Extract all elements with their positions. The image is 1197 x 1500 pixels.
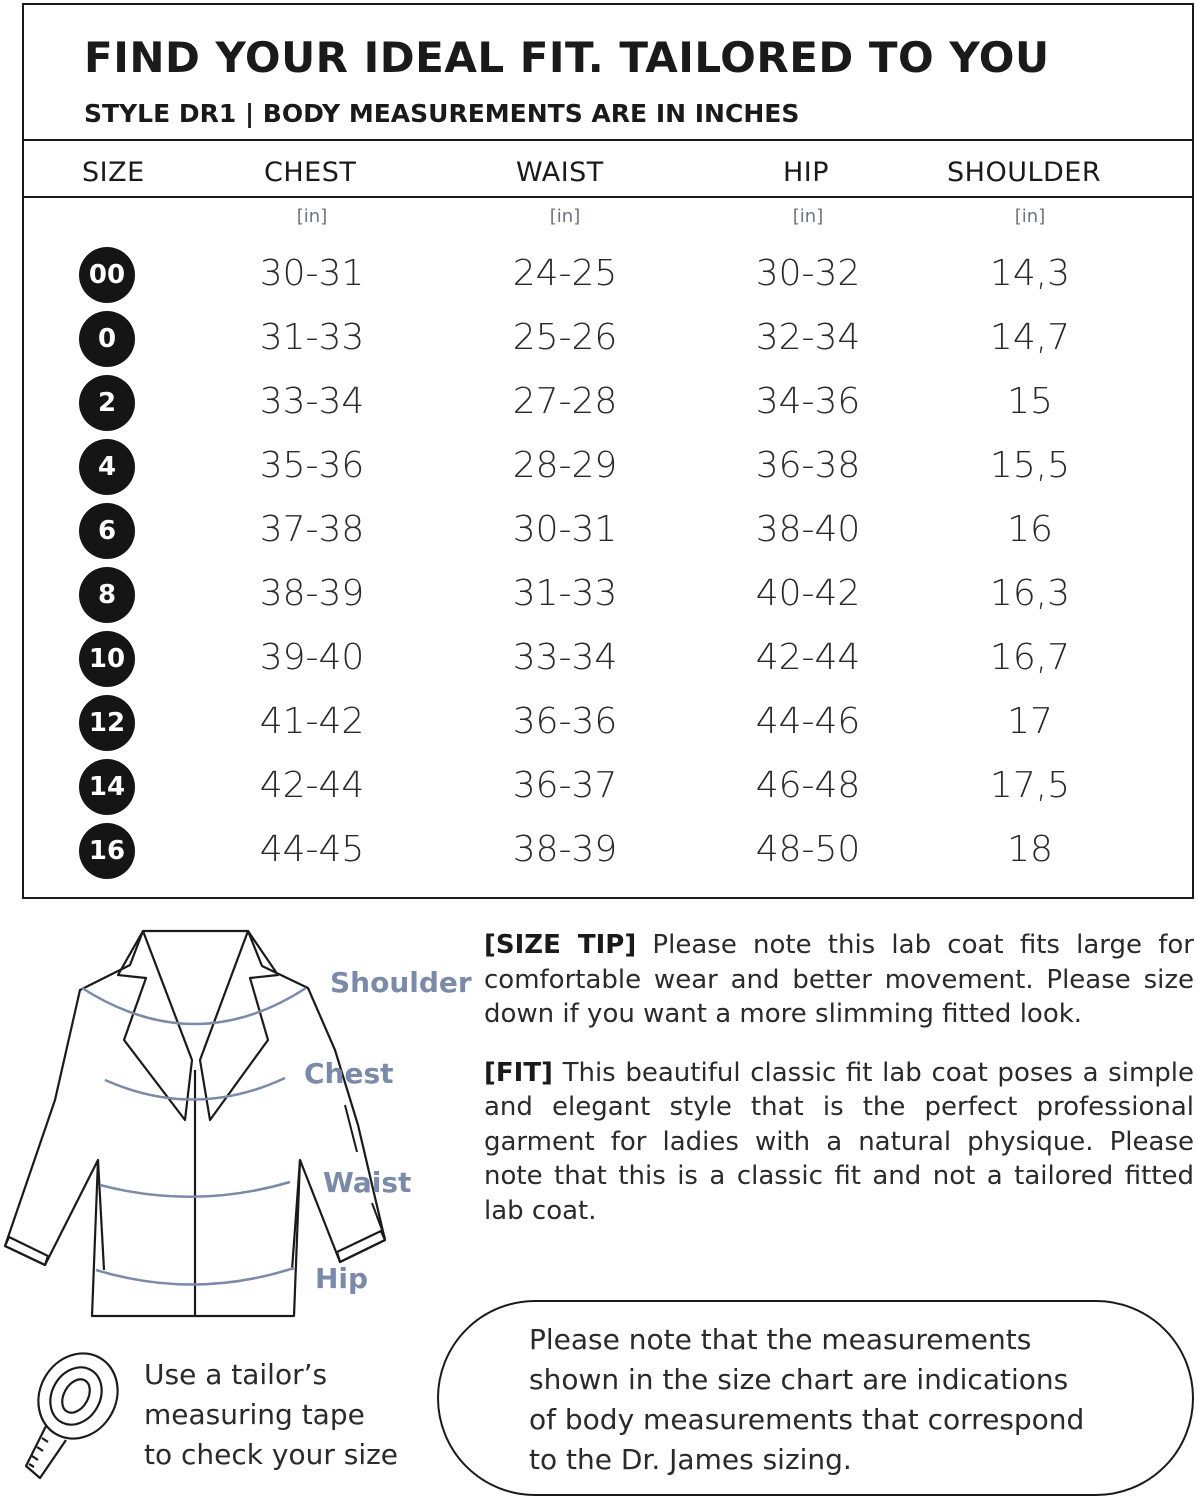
shoulder-cell: 15,5 xyxy=(989,445,1071,486)
disclaimer-line: to the Dr. James sizing. xyxy=(529,1443,852,1476)
size-tip-paragraph xyxy=(484,928,1194,1032)
table-row xyxy=(24,247,1192,303)
chest-cell: 41-42 xyxy=(259,701,365,742)
unit-label-shoulder: [in] xyxy=(1014,206,1046,227)
chest-cell: 38-39 xyxy=(259,573,365,614)
size-badge: 10 xyxy=(79,631,135,687)
chest-cell: 30-31 xyxy=(259,253,365,294)
size-tip-text: Please note this lab coat fits large for comfortable wear and better movement. Please size down if you want a more slimming fitted look. xyxy=(484,930,1194,1029)
hip-cell: 30-32 xyxy=(755,253,861,294)
hip-cell: 40-42 xyxy=(755,573,861,614)
hip-cell: 46-48 xyxy=(755,765,861,806)
size-badge: 0 xyxy=(79,311,135,367)
unit-label-waist: [in] xyxy=(549,206,581,227)
waist-cell: 24-25 xyxy=(512,253,618,294)
waist-cell: 31-33 xyxy=(512,573,618,614)
coat-outline xyxy=(5,931,385,1316)
disclaimer-line: of body measurements that correspond xyxy=(529,1403,1085,1436)
shoulder-cell: 16 xyxy=(1007,509,1053,550)
table-row xyxy=(24,375,1192,431)
tape-instruction-line: to check your size xyxy=(144,1438,399,1471)
column-header-chest: CHEST xyxy=(264,157,357,188)
chest-cell: 37-38 xyxy=(259,509,365,550)
label-shoulder: Shoulder xyxy=(330,966,472,999)
shoulder-cell: 18 xyxy=(1007,829,1053,870)
column-header-waist: WAIST xyxy=(516,157,604,188)
fit-paragraph xyxy=(484,1056,1194,1229)
waist-cell: 27-28 xyxy=(512,381,618,422)
page-title: FIND YOUR IDEAL FIT. TAILORED TO YOU xyxy=(84,33,1050,82)
chest-cell: 31-33 xyxy=(259,317,365,358)
tape-instruction-line: measuring tape xyxy=(144,1398,365,1431)
chest-cell: 35-36 xyxy=(259,445,365,486)
label-waist: Waist xyxy=(323,1166,412,1199)
shoulder-cell: 14,7 xyxy=(989,317,1071,358)
table-row xyxy=(24,759,1192,815)
chest-cell: 42-44 xyxy=(259,765,365,806)
column-header-hip: HIP xyxy=(783,157,830,188)
table-row xyxy=(24,311,1192,367)
shoulder-cell: 14,3 xyxy=(989,253,1071,294)
fit-text: This beautiful classic fit lab coat poses a simple and elegant style that is the perfect professional garment for ladies with a natural physique. Please note that this is a classic fit and not a tailored fitted lab coat. xyxy=(484,1057,1194,1226)
unit-label-hip: [in] xyxy=(792,206,824,227)
hip-cell: 44-46 xyxy=(755,701,861,742)
tape-instruction-line: Use a tailor’s xyxy=(144,1358,328,1391)
size-badge: 4 xyxy=(79,439,135,495)
size-badge: 2 xyxy=(79,375,135,431)
hip-cell: 32-34 xyxy=(755,317,861,358)
waist-cell: 30-31 xyxy=(512,509,618,550)
table-row xyxy=(24,631,1192,687)
disclaimer-line: shown in the size chart are indications xyxy=(529,1363,1069,1396)
table-row xyxy=(24,823,1192,879)
disclaimer-text xyxy=(529,1320,1129,1480)
measuring-tape-icon xyxy=(18,1348,128,1488)
size-badge: 12 xyxy=(79,695,135,751)
waist-cell: 38-39 xyxy=(512,829,618,870)
waist-cell: 36-37 xyxy=(512,765,618,806)
label-chest: Chest xyxy=(304,1057,394,1090)
hip-cell: 42-44 xyxy=(755,637,861,678)
size-badge: 8 xyxy=(79,567,135,623)
shoulder-cell: 17 xyxy=(1007,701,1053,742)
table-row xyxy=(24,439,1192,495)
chest-cell: 39-40 xyxy=(259,637,365,678)
shoulder-cell: 15 xyxy=(1007,381,1053,422)
shoulder-cell: 17,5 xyxy=(989,765,1071,806)
hip-cell: 34-36 xyxy=(755,381,861,422)
size-badge: 6 xyxy=(79,503,135,559)
divider xyxy=(24,196,1192,198)
size-badge: 16 xyxy=(79,823,135,879)
table-row xyxy=(24,567,1192,623)
table-row xyxy=(24,503,1192,559)
unit-label-chest: [in] xyxy=(296,206,328,227)
chest-cell: 33-34 xyxy=(259,381,365,422)
hip-cell: 38-40 xyxy=(755,509,861,550)
size-tip-label: [SIZE TIP] xyxy=(484,930,637,960)
table-row xyxy=(24,695,1192,751)
column-header-size: SIZE xyxy=(82,157,145,188)
shoulder-cell: 16,3 xyxy=(989,573,1071,614)
tape-instruction xyxy=(144,1355,424,1475)
column-header-shoulder: SHOULDER xyxy=(947,157,1102,188)
hip-cell: 48-50 xyxy=(755,829,861,870)
disclaimer-box xyxy=(437,1300,1194,1496)
label-hip: Hip xyxy=(315,1262,369,1295)
waist-cell: 36-36 xyxy=(512,701,618,742)
fit-tips xyxy=(484,928,1194,1252)
divider xyxy=(24,139,1192,141)
disclaimer-line: Please note that the measurements xyxy=(529,1323,1032,1356)
shoulder-cell: 16,7 xyxy=(989,637,1071,678)
hip-cell: 36-38 xyxy=(755,445,861,486)
size-badge: 14 xyxy=(79,759,135,815)
size-chart xyxy=(22,3,1194,899)
chest-cell: 44-45 xyxy=(259,829,365,870)
waist-cell: 28-29 xyxy=(512,445,618,486)
page-subtitle: STYLE DR1 | BODY MEASUREMENTS ARE IN INCHES xyxy=(84,99,800,128)
fit-label: [FIT] xyxy=(484,1057,553,1088)
size-badge: 00 xyxy=(79,247,135,303)
waist-cell: 25-26 xyxy=(512,317,618,358)
waist-cell: 33-34 xyxy=(512,637,618,678)
